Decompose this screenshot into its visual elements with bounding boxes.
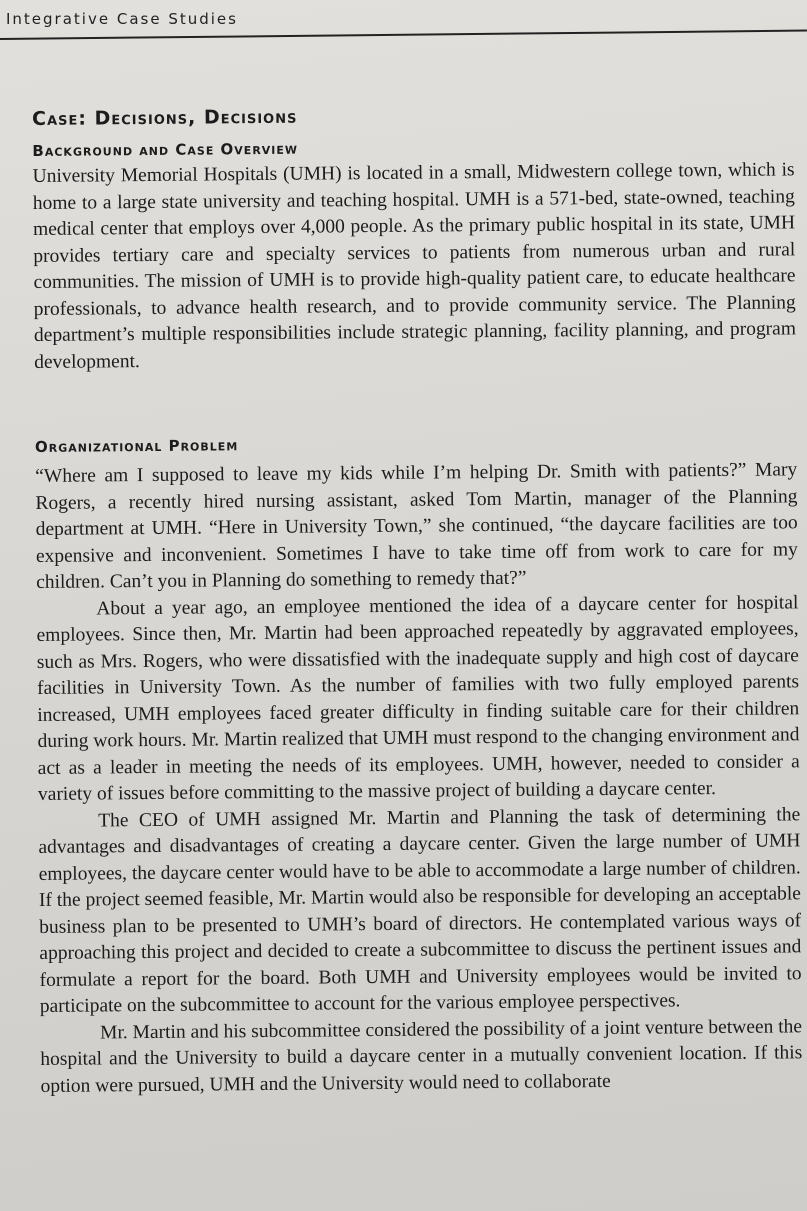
running-head: Integrative Case Studies [6,10,238,28]
paragraph-background: University Memorial Hospitals (UMH) is located in a small, Midwestern college town, which is home to a large state university and teaching hospital. UMH is a 571-bed, state-owned, teaching medical center that employs over 4,000 people. As the primary public hospital in its state, UMH provides tertiary care and specialty services to patients from numerous urban and rural communities. The mission of UMH is to provide high-quality patient care, to educate healthcare professionals, to advance health research, and to provide community service. The Planning department’s multiple responsibilities include strategic planning, facility planning, and program development. [32,159,797,373]
header-rule [0,30,807,40]
case-title: Case: Decisions, Decisions [32,105,298,130]
paragraph-org-1: “Where am I supposed to leave my kids while I’m helping Dr. Smith with patients?” Mary Rogers, a recently hired nursing assistant, asked Tom Martin, manager of the Planning department at UMH. “Here in University Town,” she continued, “the daycare facilities are too expensive and inconvenient. Sometimes I have to take time off from work to care for my children. Can’t you in Planning do something to remedy that?” [35,459,798,593]
page-content [32,101,803,1100]
section-heading-background: Background and Case Overview [32,139,299,160]
paragraph-org-3: The CEO of UMH assigned Mr. Martin and Planning the task of determining the advantages and disadvantages of creating a daycare center. Given the large number of UMH employees, the daycare center would have to be able to accommodate a large number of children. If the project seemed feasible, Mr. Martin would also be responsible for developing an acceptable business plan to be presented to UMH’s board of directors. He contemplated various ways of approaching this project and decided to create a subcommittee to discuss the pertinent issues and formulate a report for the board. Both UMH and University employees would be invited to participate on the subcommittee to account for the various employee perspectives. [38,803,802,1017]
section-heading-organizational-problem: Organizational Problem [34,436,239,456]
paragraph-org-4: Mr. Martin and his subcommittee considered the possibility of a joint venture between the hospital and the University to build a daycare center in a mutually convenient location. If this option were pursued, UMH and the University would need to collaborate [40,1015,803,1097]
paragraph-org-2: About a year ago, an employee mentioned the idea of a daycare center for hospital employees. Since then, Mr. Martin had been approached repeatedly by aggravated employees, such as Mrs. Rogers, who were dissatisfied with the inadequate supply and high cost of daycare facilities in University Town. As the number of families with two fully employed parents increased, UMH employees faced greater difficulty in finding suitable care for their children during work hours. Mr. Martin realized that UMH must respond to the changing environment and act as a leader in meeting the needs of its employees. UMH, however, needed to consider a variety of issues before committing to the massive project of building a daycare center. [36,591,800,805]
